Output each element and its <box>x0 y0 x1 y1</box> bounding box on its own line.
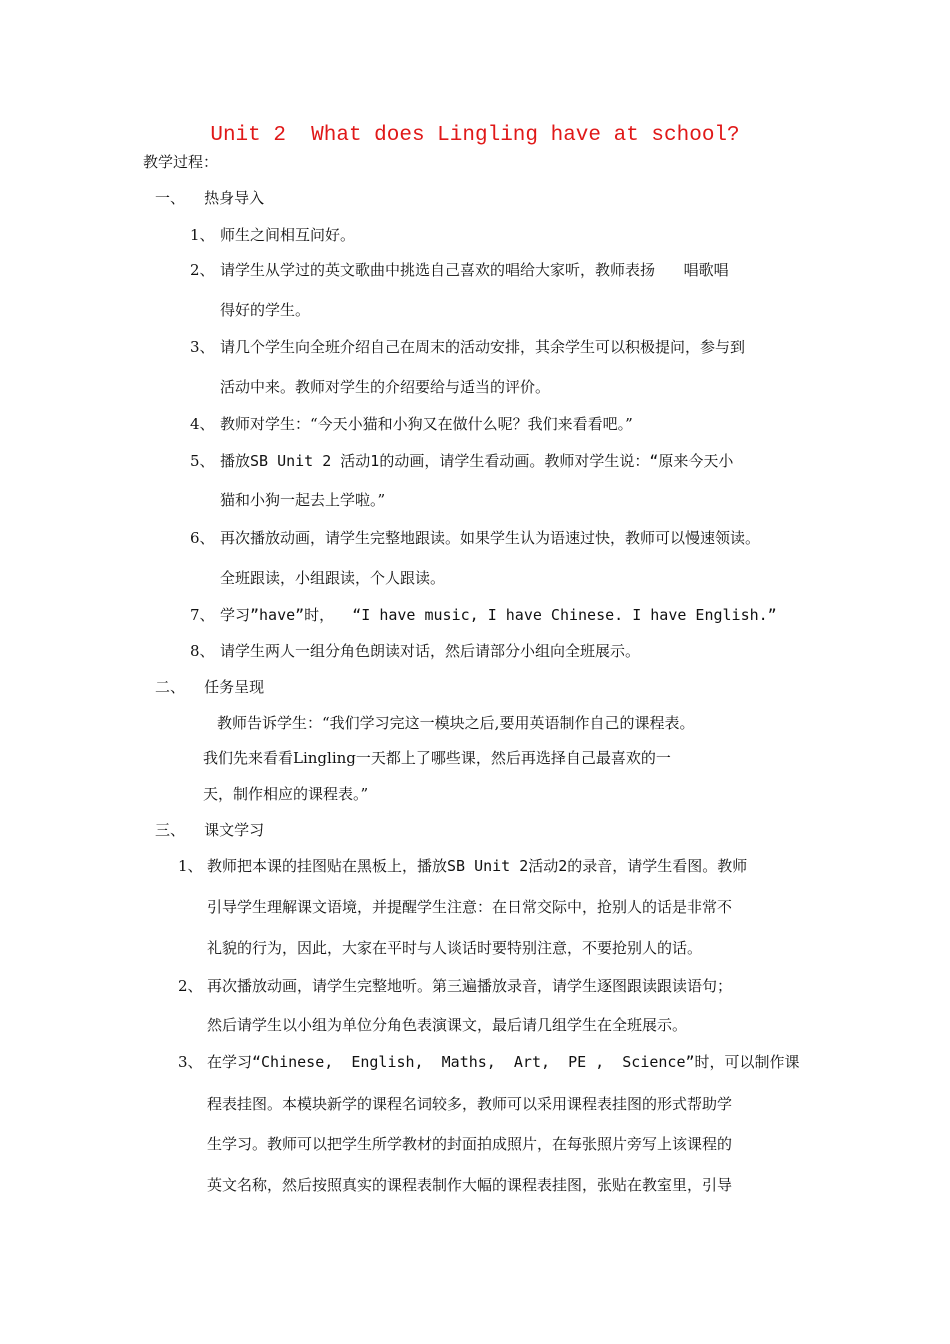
document-title: Unit 2 What does Lingling have at school? <box>210 124 740 147</box>
paragraph-line: 天，制作相应的课程表。” <box>203 785 369 803</box>
list-item-text: 得好的学生。 <box>220 301 311 319</box>
list-item-text: 学习”have”时， “I have music, I have Chinese. I have English.” <box>220 606 777 624</box>
list-item-text: 教师对学生：“今天小猫和小狗又在做什么呢？我们来看看吧。” <box>220 415 633 433</box>
list-item-text: 在学习“Chinese, English, Maths, Art, PE , Science”时，可以制作课 <box>207 1053 800 1071</box>
list-number: 6、 <box>190 529 215 547</box>
paragraph-line: 我们先来看看Lingling一天都上了哪些课，然后再选择自己最喜欢的一 <box>203 749 671 767</box>
list-number: 3、 <box>190 338 215 356</box>
list-number: 2、 <box>190 261 215 279</box>
list-item-text: 请几个学生向全班介绍自己在周末的活动安排，其余学生可以积极提问，参与到 <box>220 338 746 356</box>
list-item-text: 活动中来。教师对学生的介绍要给与适当的评价。 <box>220 378 551 396</box>
section-heading: 一、 热身导入 <box>155 189 265 207</box>
list-item-text: 英文名称，然后按照真实的课程表制作大幅的课程表挂图，张贴在教室里，引导 <box>207 1176 733 1194</box>
list-number: 1、 <box>178 857 203 875</box>
list-number: 4、 <box>190 415 215 433</box>
list-number: 1、 <box>190 226 215 244</box>
list-number: 8、 <box>190 642 215 660</box>
section-heading: 二、 任务呈现 <box>155 678 265 696</box>
list-number: 7、 <box>190 606 215 624</box>
list-item-text: 引导学生理解课文语境，并提醒学生注意：在日常交际中，抢别人的话是非常不 <box>207 898 733 916</box>
list-number: 3、 <box>178 1053 203 1071</box>
paragraph-line: 教师告诉学生：“我们学习完这一模块之后,要用英语制作自己的课程表。 <box>217 714 695 732</box>
list-number: 2、 <box>178 977 203 995</box>
list-item-text: 教师把本课的挂图贴在黑板上，播放SB Unit 2活动2的录音，请学生看图。教师 <box>207 857 748 875</box>
list-number: 5、 <box>190 452 215 470</box>
list-item-text: 程表挂图。本模块新学的课程名词较多，教师可以采用课程表挂图的形式帮助学 <box>207 1095 733 1113</box>
list-item-text: 师生之间相互问好。 <box>220 226 356 244</box>
list-item-text: 再次播放动画，请学生完整地跟读。如果学生认为语速过快，教师可以慢速领读。 <box>220 529 761 547</box>
list-item-text: 猫和小狗一起去上学啦。” <box>220 491 386 509</box>
intro-label: 教学过程： <box>143 153 219 171</box>
list-item-text: 全班跟读，小组跟读，个人跟读。 <box>220 569 446 587</box>
list-item-text: 播放SB Unit 2 活动1的动画，请学生看动画。教师对学生说：“原来今天小 <box>220 452 734 470</box>
list-item-text: 然后请学生以小组为单位分角色表演课文，最后请几组学生在全班展示。 <box>207 1016 688 1034</box>
list-item-text: 请学生两人一组分角色朗读对话，然后请部分小组向全班展示。 <box>220 642 641 660</box>
list-item-text: 礼貌的行为，因此，大家在平时与人谈话时要特别注意，不要抢别人的话。 <box>207 939 703 957</box>
list-item-text: 再次播放动画，请学生完整地听。第三遍播放录音，请学生逐图跟读跟读语句； <box>207 977 733 995</box>
list-item-text: 生学习。教师可以把学生所学教材的封面拍成照片，在每张照片旁写上该课程的 <box>207 1135 733 1153</box>
list-item-text: 请学生从学过的英文歌曲中挑选自己喜欢的唱给大家听，教师表扬 唱歌唱 <box>220 261 729 279</box>
section-heading: 三、 课文学习 <box>155 821 265 839</box>
